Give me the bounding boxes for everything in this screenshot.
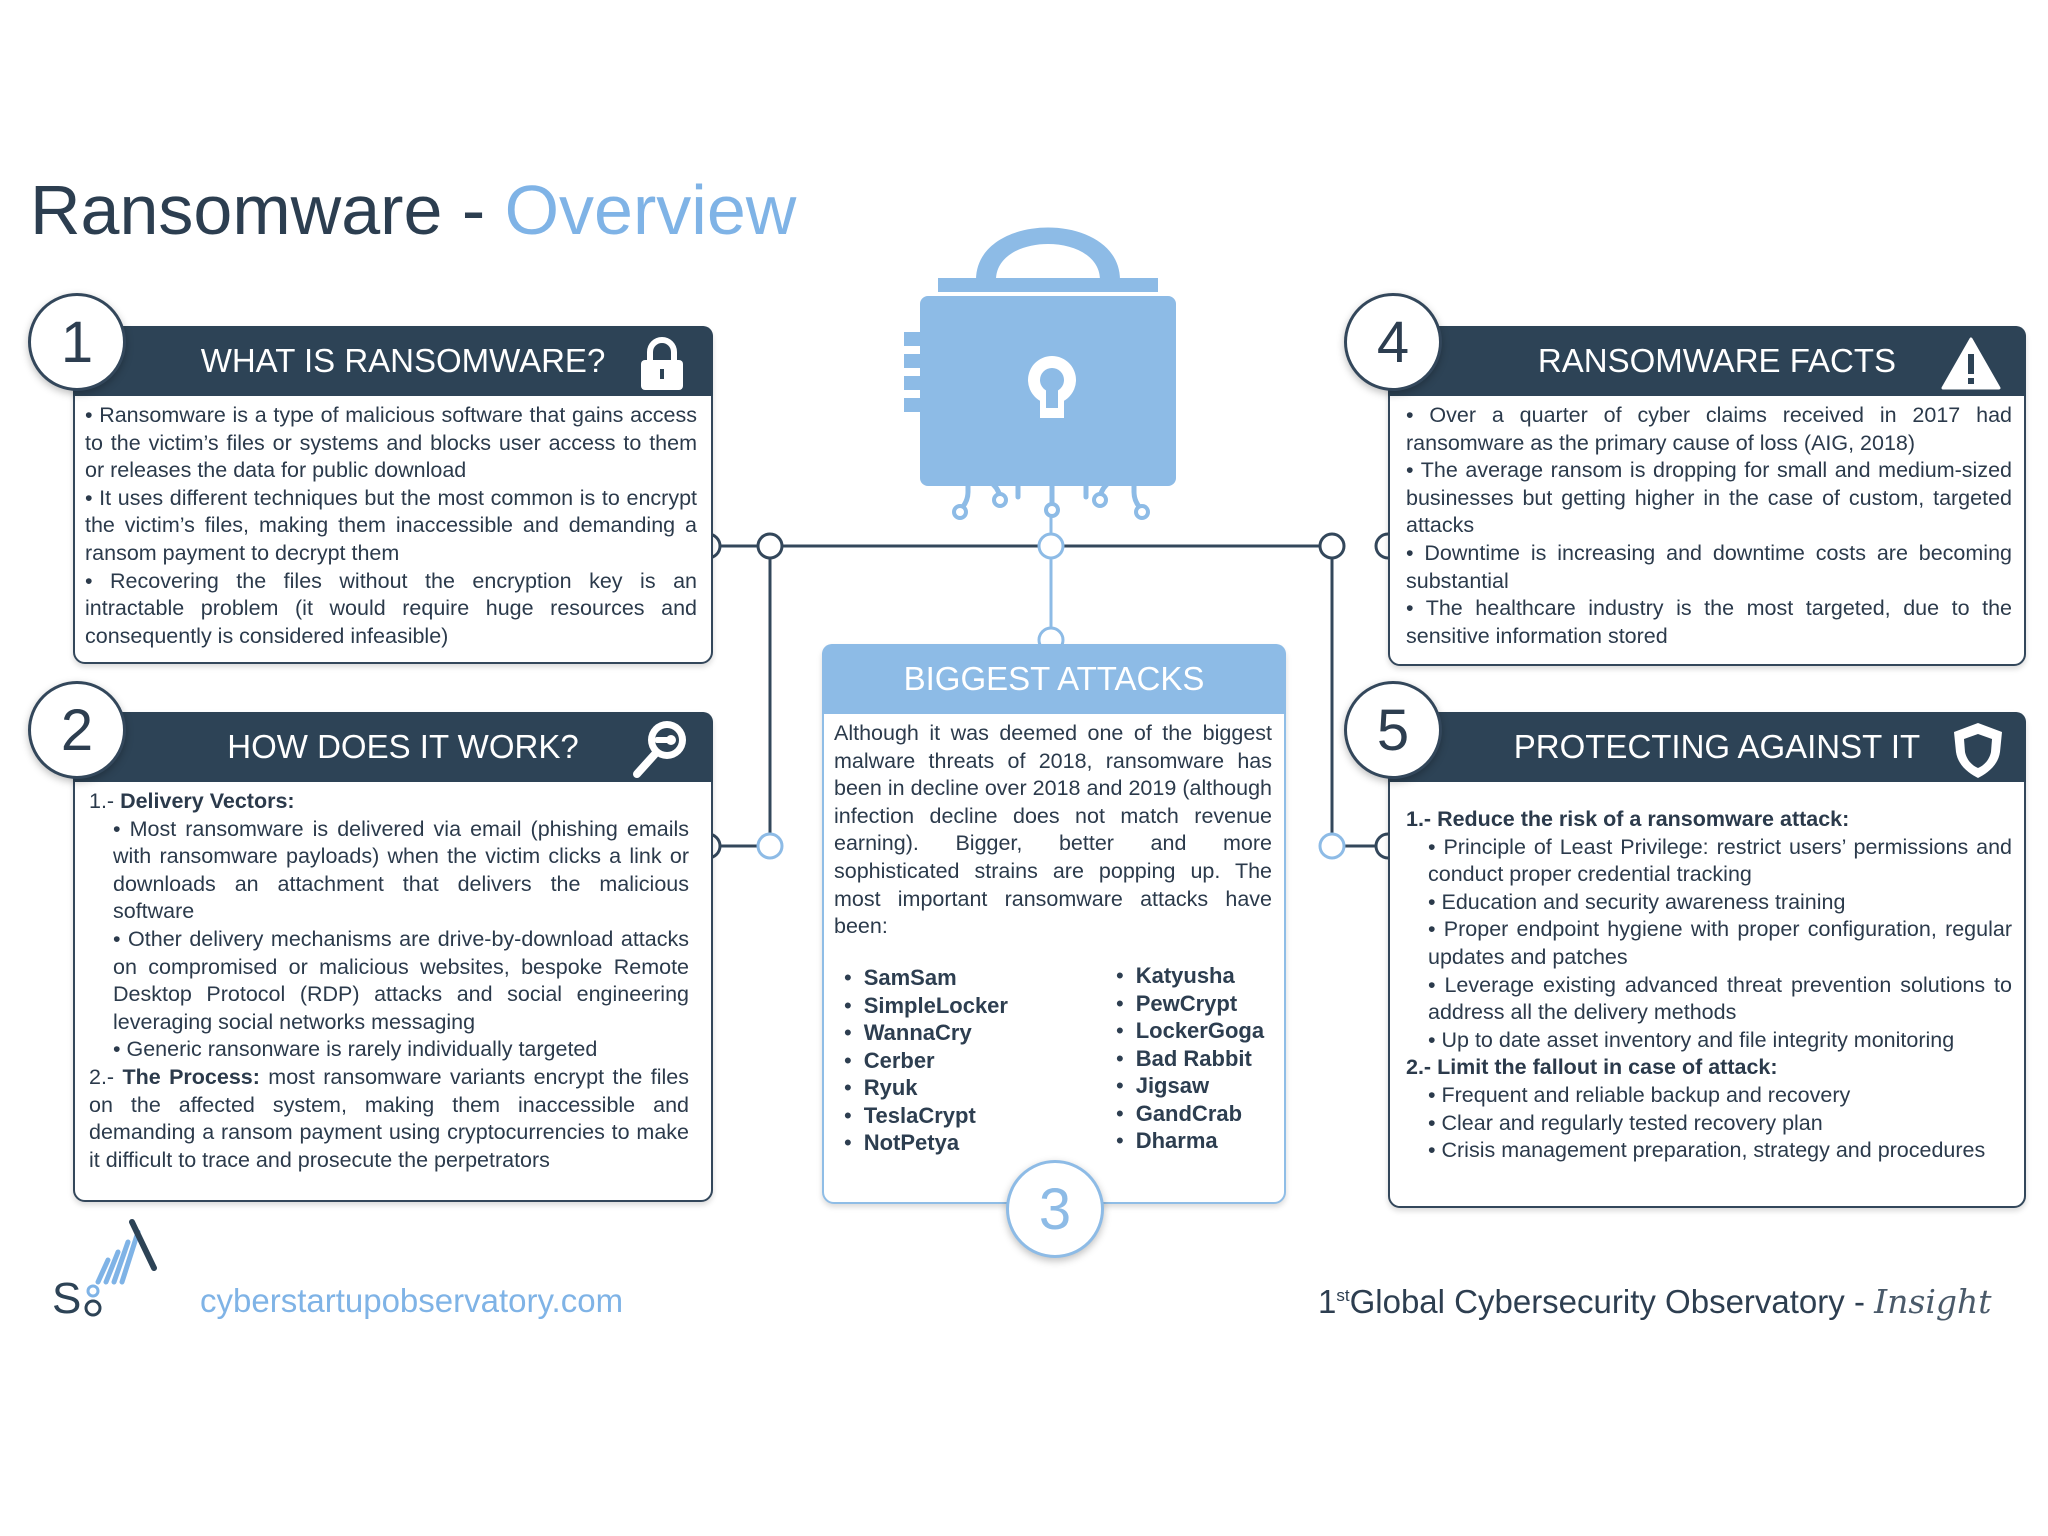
warning-icon	[1940, 336, 2002, 392]
card1-body	[85, 402, 697, 650]
obs-dash: -	[1844, 1283, 1875, 1320]
footer-website-link[interactable]: cyberstartupobservatory.com	[200, 1282, 624, 1319]
number-badge-1: 1	[28, 293, 126, 391]
card4-heading: RANSOMWARE FACTS	[1537, 342, 1897, 379]
attack-item: • WannaCry	[844, 1019, 1008, 1047]
card2-header	[73, 712, 713, 782]
card4-body	[1406, 402, 2012, 650]
card1-paragraph: • It uses different techniques but the most common is to encrypt the victim’s files, making them inaccessible and demanding a ransom payment to decrypt them	[85, 485, 697, 565]
number-badge-4: 4	[1344, 293, 1442, 391]
reduce-risk-heading: 1.- Reduce the risk of a ransomware attack:	[1406, 807, 1850, 831]
card1-paragraph: • Recovering the files without the encryption key is an intractable problem (it would require huge resources and consequently is considered infeasible)	[85, 568, 697, 648]
vectors-title: Delivery Vectors:	[120, 789, 295, 813]
card3-intro: Although it was deemed one of the biggest malware threats of 2018, ransomware has been in decline over 2018 and 2019 (although infection decline does not match revenue earning). Bigger, better and more sophisticated strains are popping up. The most important ransomware attacks have been:	[834, 721, 1272, 939]
card1-header	[73, 326, 713, 396]
limit-item: • Frequent and reliable backup and recovery	[1428, 1082, 1851, 1107]
obs-prefix: 1	[1318, 1283, 1337, 1320]
title-main-text: Ransomware -	[30, 171, 486, 249]
process-label: 2.-	[89, 1064, 123, 1089]
attack-item: • Katyusha	[1116, 962, 1264, 990]
lock-chip-illustration	[898, 192, 1198, 522]
card3-heading: BIGGEST ATTACKS	[903, 660, 1205, 697]
card1-heading: WHAT IS RANSOMWARE?	[200, 342, 606, 379]
process-text: most ransomware variants encrypt the files on the affected system, making them inaccessible and demanding a ransom payment using cryptocurrencies to make it difficult to trace and prosecute the perpetrators	[89, 1064, 689, 1172]
obs-sup: st	[1336, 1286, 1350, 1305]
observatory-logo	[52, 1218, 162, 1323]
reduce-item: • Proper endpoint hygiene with proper configuration, regular updates and patches	[1428, 917, 2012, 969]
attack-item: • SamSam	[844, 964, 1008, 992]
number-badge-5: 5	[1344, 681, 1442, 779]
vector-item: • Other delivery mechanisms are drive-by-download attacks on compromised or malicious websites, bespoke Remote Desktop Protocol (RDP) attacks and social engineering leveraging social networks messaging	[113, 926, 689, 1034]
shield-icon	[1950, 720, 2006, 780]
card-ransomware-facts	[1388, 326, 2026, 666]
fact-item: • The average ransom is dropping for small and medium-sized businesses but getting higher in the case of custom, targeted attacks	[1406, 458, 2012, 538]
attack-item: • PewCrypt	[1116, 990, 1264, 1018]
attack-item: • Ryuk	[844, 1074, 1008, 1102]
title-accent-text: Overview	[504, 171, 797, 249]
process-paragraph	[89, 1064, 689, 1174]
logo-figure-icon	[84, 1284, 102, 1318]
magnifier-icon	[631, 716, 693, 782]
card2-heading: HOW DOES IT WORK?	[227, 728, 579, 765]
vectors-label: 1.-	[89, 789, 121, 813]
card-protecting-against-it	[1388, 712, 2026, 1208]
card3-header	[822, 644, 1286, 714]
number-badge-3: 3	[1006, 1160, 1104, 1258]
logo-letter: S	[52, 1274, 82, 1323]
card-how-does-it-work	[73, 712, 713, 1202]
reduce-item: • Up to date asset inventory and file integrity monitoring	[1428, 1027, 1955, 1052]
attack-item: • LockerGoga	[1116, 1017, 1264, 1045]
vector-item: • Generic ransonware is rarely individually targeted	[113, 1037, 598, 1062]
reduce-item: • Education and security awareness training	[1428, 889, 1846, 914]
limit-fallout-heading: 2.- Limit the fallout in case of attack:	[1406, 1055, 1778, 1080]
attacks-list-right	[1116, 962, 1264, 1155]
footer-observatory-text	[1318, 1282, 1992, 1321]
attack-item: • NotPetya	[844, 1129, 1008, 1157]
card5-header	[1388, 712, 2026, 782]
card5-heading: PROTECTING AGAINST IT	[1513, 728, 1921, 765]
limit-item: • Crisis management preparation, strategy and procedures	[1428, 1138, 1986, 1163]
reduce-item: • Principle of Least Privilege: restrict users’ permissions and conduct proper credential tracking	[1428, 834, 2012, 887]
fact-item: • Downtime is increasing and downtime costs are becoming substantial	[1406, 540, 2012, 593]
attack-item: • Cerber	[844, 1047, 1008, 1075]
card-what-is-ransomware	[73, 326, 713, 664]
fact-item: • The healthcare industry is the most targeted, due to the sensitive information stored	[1406, 596, 2012, 648]
number-badge-2: 2	[28, 681, 126, 779]
process-title: The Process:	[122, 1064, 260, 1089]
obs-text: Global Cybersecurity Observatory	[1349, 1283, 1845, 1320]
vector-item: • Most ransomware is delivered via email (phishing emails with ransomware payloads) when the victim clicks a link or downloads an attachment that delivers the malicious software	[113, 816, 689, 924]
attack-item: • Jigsaw	[1116, 1072, 1264, 1100]
limit-item: • Clear and regularly tested recovery plan	[1428, 1110, 1823, 1135]
attack-item: • GandCrab	[1116, 1100, 1264, 1128]
delivery-vectors-heading	[89, 788, 689, 816]
attack-item: • Dharma	[1116, 1127, 1264, 1155]
logo-stripes-icon	[88, 1218, 158, 1288]
attack-item: • Bad Rabbit	[1116, 1045, 1264, 1073]
card2-body	[89, 788, 689, 1174]
attack-item: • TeslaCrypt	[844, 1102, 1008, 1130]
card5-body	[1406, 806, 2012, 1165]
card-biggest-attacks	[822, 644, 1286, 1204]
attack-item: • SimpleLocker	[844, 992, 1008, 1020]
obs-insight: Insight	[1874, 1282, 1992, 1321]
attacks-list-left	[844, 964, 1008, 1157]
reduce-item: • Leverage existing advanced threat prevention solutions to address all the delivery methods	[1428, 972, 2012, 1025]
card4-header	[1388, 326, 2026, 396]
fact-item: • Over a quarter of cyber claims received in 2017 had ransomware as the primary cause of loss (AIG, 2018)	[1406, 403, 2012, 455]
padlock-icon	[639, 336, 685, 392]
card1-paragraph: • Ransomware is a type of malicious software that gains access to the victim’s files or systems and blocks user access to them or releases the data for public download	[85, 403, 697, 483]
